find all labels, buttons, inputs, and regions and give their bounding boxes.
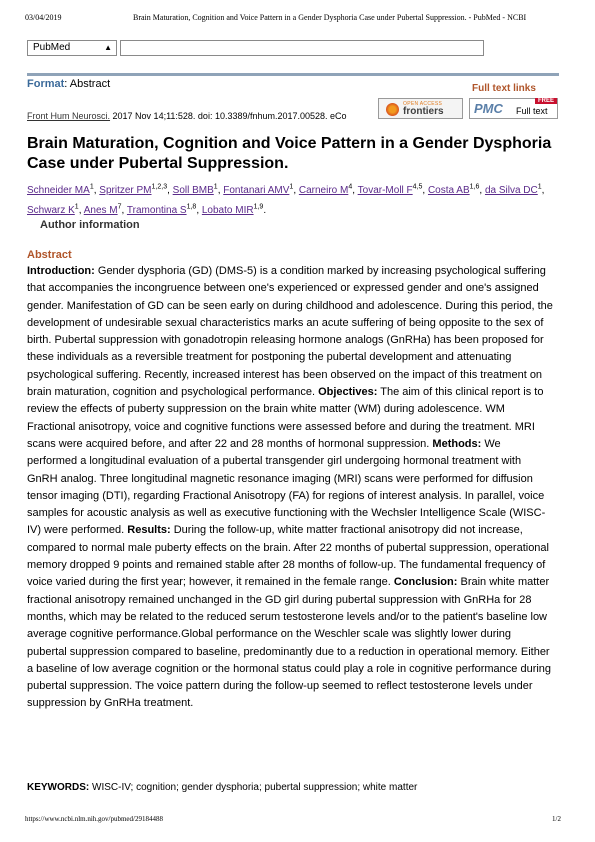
full-text-links-heading: Full text links: [472, 83, 536, 94]
author-link[interactable]: Tramontina S: [126, 204, 187, 216]
pmc-logo: PMC: [474, 101, 503, 116]
author-item: Costa AB$^{1,6}$,: [427, 184, 485, 197]
abstract-heading: Abstract: [27, 249, 72, 261]
author-information-toggle[interactable]: Author information: [40, 219, 140, 231]
author-item: Anes $M^7$,: [83, 203, 127, 216]
article-title: Brain Maturation, Cognition and Voice Pattern in a Gender Dysphoria Case under Pubertal Suppression.: [27, 135, 552, 172]
author-item: da Silva $DC^1$,: [484, 184, 545, 197]
intro-label: Introduction:: [27, 265, 95, 277]
conclusion-text: Brain white matter fractional anisotropy remained unchanged in the GD girl during pubertal suppression with GnRHa for 28 months, which may be related to the reduced serum testosterone levels and/or to the patient's baseline low average cognitive performance.Global performance on the Weschler scale was slightly lower during pubertal suppression compared to baseline, predominantly due to a reduction in operational memory. Either a baseline of low average cognition or the hormonal status could play a role in cognitive performance during pubertal suppression. The voice pattern during the follow-up seemed to reflect testosterone levels under suppression by GnRHa treatment.: [27, 576, 552, 710]
search-input[interactable]: [120, 40, 484, 56]
pmc-full-text-link[interactable]: [469, 98, 558, 119]
database-select-value: PubMed: [33, 42, 71, 53]
citation-details: 2017 Nov 14;11:528. doi: 10.3389/fnhum.2017.00528. eCo: [110, 111, 347, 121]
author-link[interactable]: Fontanari AMV: [223, 185, 290, 197]
format-value: Abstract: [69, 78, 111, 90]
methods-text: We performed a longitudinal evaluation of a pubertal transgender girl undergoing hormonal treatment with GnRH analog. Three longitudinal magnetic resonance imaging (MRI) scans were performed for diffusion tensor imaging (DTI), regarding Fractional Anisotropy (FA) for regions of interest analysis. In parallel, voice samples for acoustic analysis as well as executive functioning with the Wechsler Intelligence Scale (WISC-IV) were performed.: [27, 437, 546, 537]
author-item: Soll BMB$^1$,: [172, 184, 224, 197]
full-text-label: Full text: [516, 106, 548, 116]
citation: [27, 111, 372, 121]
author-list: [27, 180, 557, 219]
frontiers-full-text-link[interactable]: [378, 98, 463, 119]
journal-link[interactable]: Front Hum Neurosci.: [27, 111, 111, 121]
author-item: Fontanari AMV$^1$,: [223, 184, 299, 197]
author-link[interactable]: Anes M: [83, 204, 118, 216]
author-link[interactable]: Tovar-Moll F: [357, 185, 413, 197]
intro-text: Gender dysphoria (GD) (DMS-5) is a condition marked by increasing psychological suffering that accompanies the incongruence between one's experienced or expressed gender and one's assigned gender. Manifestation of GD can be seen early on during childhood and adolescence. During this period, the development of undesirable sexual characteristics marks an acute suffering of being opposite to the sex of birth. Pubertal suppression with gonadotropin releasing hormone analogs (GnRHa) has been proposed for these individuals as a reversible treatment for postponing the pubertal development and attenuating psychological suffering. Recently, increased interest has been observed on the impact of this treatment on brain maturation, cognition and psychological performance.: [27, 265, 553, 399]
footer-url: https://www.ncbi.nlm.nih.gov/pubmed/29184488: [25, 815, 163, 823]
author-link[interactable]: Schneider MA: [27, 185, 90, 197]
author-link[interactable]: da Silva DC: [484, 185, 538, 197]
author-link[interactable]: Soll BMB: [172, 185, 214, 197]
keywords-text: WISC-IV; cognition; gender dysphoria; pubertal suppression; white matter: [89, 782, 418, 793]
conclusion-label: Conclusion:: [393, 576, 458, 589]
author-item: Tovar-Moll F$^{4,5}$,: [357, 184, 428, 197]
author-link[interactable]: Carneiro M: [298, 185, 349, 197]
author-item: Carneiro $M^4$,: [298, 184, 358, 197]
footer-page-number: 1/2: [552, 815, 561, 823]
objectives-text: The aim of this clinical report is to review the effects of puberty suppression on the brain white matter (WM) during adolescence. WM Fractional anisotropy, voice and cognitive functions were assessed before and during the treatment. MRI scans were acquired before, and after 22 and 28 months of hormonal suppression.: [27, 386, 544, 450]
author-item: Lobato MIR$^{1,9}$.: [201, 203, 267, 216]
print-page-title: Brain Maturation, Cognition and Voice Pattern in a Gender Dysphoria Case under Pubertal Suppression. - PubMed - NCBI: [133, 13, 527, 22]
objectives-label: Objectives:: [318, 386, 378, 399]
open-access-label: OPEN ACCESS: [403, 101, 443, 107]
author-link[interactable]: Costa AB: [427, 185, 470, 197]
format-selector[interactable]: Format: Abstract: [27, 78, 111, 90]
frontiers-label: frontiers: [403, 106, 444, 117]
methods-label: Methods:: [432, 437, 482, 450]
free-badge: FREE: [535, 98, 557, 104]
chevron-updown-icon: ▲︎: [104, 43, 112, 52]
author-item: Schwarz $K^1$,: [27, 203, 84, 216]
keywords-label: KEYWORDS:: [27, 782, 90, 793]
database-select[interactable]: [27, 40, 117, 56]
frontiers-logo-icon: [386, 103, 399, 116]
results-label: Results:: [127, 524, 171, 537]
author-item: Schneider $MA^1$,: [27, 184, 100, 197]
divider: [27, 73, 559, 76]
author-link[interactable]: Schwarz K: [27, 204, 75, 216]
keywords: [27, 782, 417, 793]
author-link[interactable]: Spritzer PM: [99, 185, 152, 197]
format-label: Format: [27, 78, 65, 90]
author-link[interactable]: Lobato MIR: [201, 204, 254, 216]
author-item: Tramontina S$^{1,8}$,: [126, 203, 202, 216]
abstract-text: [27, 263, 553, 713]
print-date: 03/04/2019: [25, 13, 62, 22]
author-item: Spritzer PM$^{1,2,3}$,: [99, 184, 173, 197]
results-text: During the follow-up, white matter fractional anisotropy did not increase, compared to normal male puberty effects on the brain. After 22 months of pubertal suppression, operational memory dropped 9 points and remained stable after 28 months of follow-up. The fundamental frequency of voice varied during the first year; however, it remained in the female range.: [27, 524, 549, 589]
